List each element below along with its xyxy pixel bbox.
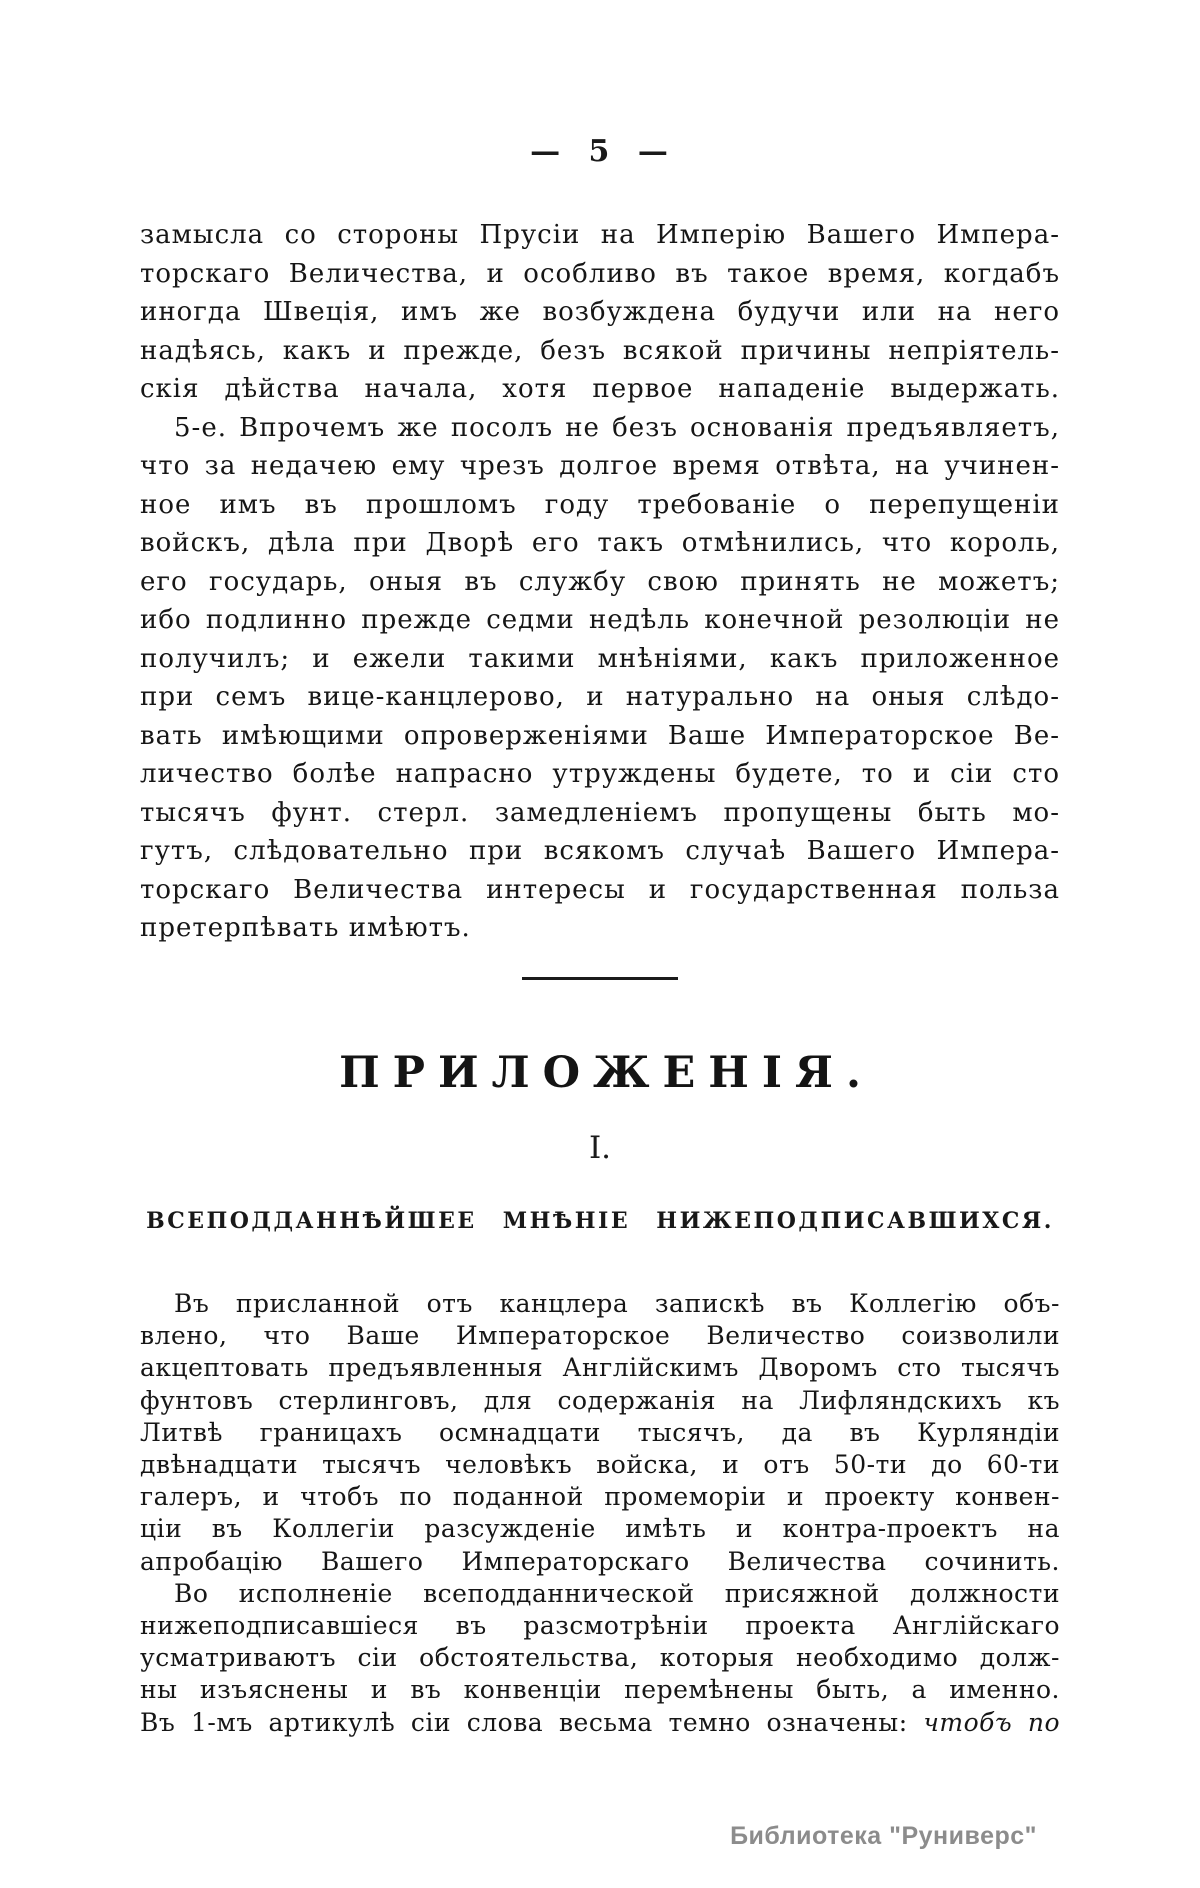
text-line: войскъ, дѣла при Дворѣ его такъ отмѣнились, что король,	[140, 528, 1060, 558]
text-line: усматриваютъ сіи обстоятельства, которыя необходимо долж-	[140, 1643, 1060, 1673]
text-line: скія дѣйства начала, хотя первое нападеніе выдержать.	[140, 374, 1060, 404]
appendix-title: ПРИЛОЖЕНІЯ.	[339, 1048, 874, 1098]
text-line: 5-е. Впрочемъ же посолъ не безъ основанія предъявляетъ,	[174, 412, 1060, 443]
text-line: надѣясь, какъ и прежде, безъ всякой причины непріятель-	[140, 335, 1060, 366]
text-line: ное имъ въ прошломъ году требованіе о перепущеніи	[140, 489, 1060, 520]
section-divider-rule	[522, 977, 678, 980]
text-line: вать имѣющими опроверженіями Ваше Императорское Ве-	[140, 720, 1060, 751]
text-line: апробацію Вашего Императорскаго Величества сочинить.	[140, 1546, 1060, 1576]
text-line: претерпѣвать имѣютъ.	[140, 913, 471, 943]
text-line: торскаго Величества, и особливо въ такое время, когдабъ	[140, 258, 1060, 289]
text-line: галеръ, и чтобъ по поданной промеморіи и проекту конвен-	[140, 1482, 1060, 1512]
text-line: ибо подлинно прежде седми недѣль конечной резолюціи не	[140, 605, 1060, 635]
text-line: нижеподписавшіеся въ разсмотрѣніи проекта Англійскаго	[140, 1611, 1060, 1641]
text-line: акцептовать предъявленныя Англійскимъ Дворомъ сто тысячъ	[140, 1353, 1060, 1383]
text-line: торскаго Величества интересы и государственная польза	[140, 874, 1060, 905]
text-line: Въ присланной отъ канцлера запискѣ въ Коллегію объ-	[174, 1289, 1060, 1318]
text-line: иногда Швеція, имъ же возбуждена будучи или на него	[140, 297, 1060, 327]
text-line: Во исполненіе всеподданнической присяжной должности	[174, 1578, 1060, 1608]
section-numeral: I.	[588, 1130, 612, 1166]
text-line: его государь, оныя въ службу свою принять не можетъ;	[140, 566, 1060, 597]
text-line: что за недачею ему чрезъ долгое время отвѣта, на учинен-	[140, 451, 1060, 481]
text-line: получилъ; и ежели такими мнѣніями, какъ приложенное	[140, 643, 1060, 674]
text-line: Въ 1-мъ артикулѣ сіи слова весьма темно означены: чтобъ по	[140, 1707, 1060, 1737]
page-number: — 5 —	[530, 134, 670, 169]
text-line: замысла со стороны Прусіи на Имперію Вашего Импера-	[140, 220, 1060, 250]
text-line: гутъ, слѣдовательно при всякомъ случаѣ Вашего Импера-	[140, 836, 1060, 866]
text-line: тысячъ фунт. стерл. замедленіемъ пропущены быть мо-	[140, 797, 1060, 828]
text-line: ны изъяснены и въ конвенціи перемѣнены быть, а именно.	[140, 1675, 1060, 1705]
text-line: личество болѣе напрасно утруждены будете, то и сіи сто	[140, 759, 1060, 789]
library-watermark: Библиотека "Руниверс"	[730, 1822, 1037, 1850]
body-text-top	[140, 216, 1060, 948]
appendix-subtitle: ВСЕПОДДАННѢЙШЕЕ МНѢНІЕ НИЖЕПОДПИСАВШИХСЯ.	[146, 1208, 1054, 1234]
text-line: двѣнадцати тысячъ человѣкъ войска, и отъ 50-ти до 60-ти	[140, 1450, 1060, 1480]
text-line: фунтовъ стерлинговъ, для содержанія на Лифляндскихъ къ	[140, 1385, 1060, 1415]
text-line: влено, что Ваше Императорское Величество соизволили	[140, 1321, 1060, 1351]
text-line: Литвѣ границахъ осмнадцати тысячъ, да въ Курляндіи	[140, 1417, 1060, 1447]
text-line: при семъ вице-канцлерово, и натурально на оныя слѣдо-	[140, 682, 1060, 712]
appendix-text	[140, 1288, 1060, 1739]
text-line: ціи въ Коллегіи разсужденіе имѣть и контра-проектъ на	[140, 1514, 1060, 1544]
